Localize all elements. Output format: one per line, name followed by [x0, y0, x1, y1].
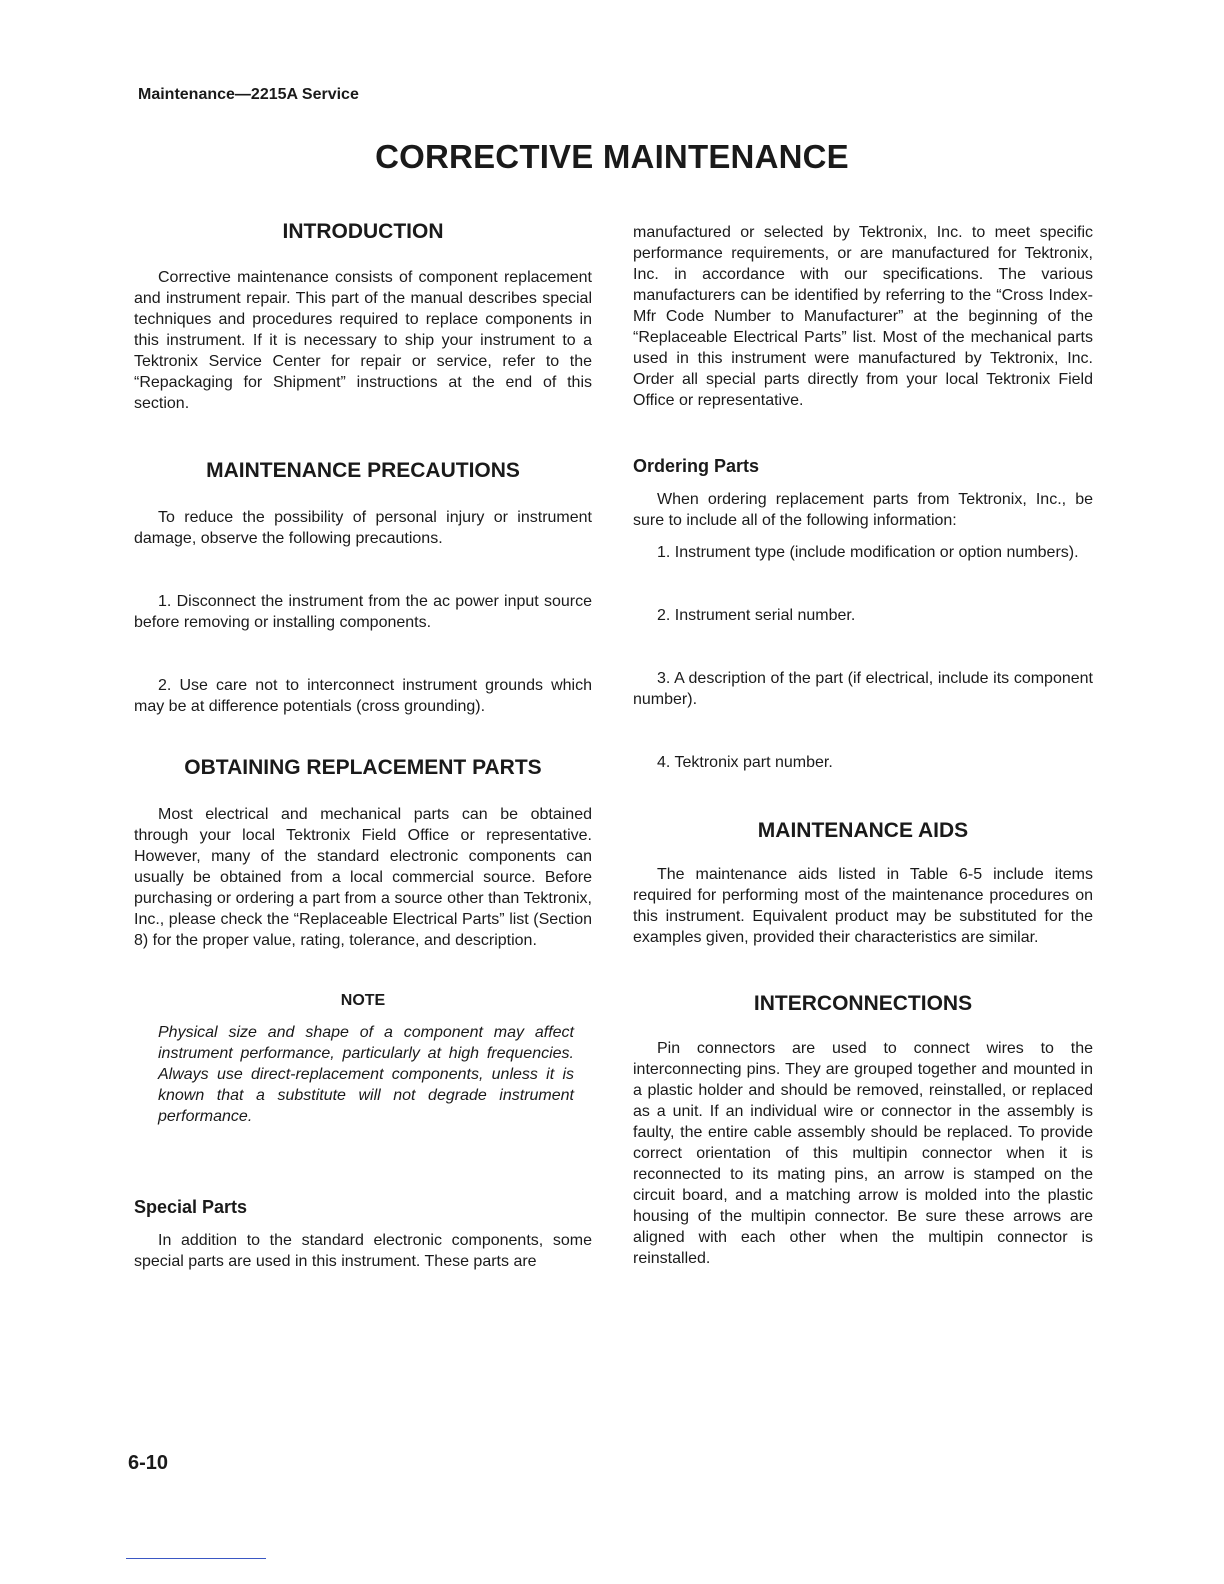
- note-text: Physical size and shape of a component may affect instrument performance, particularly at high frequencies. Always use direct-replacement components, unless it is known that a substitute will not degrade instrument performance.: [158, 1024, 574, 1125]
- note-label: NOTE: [340, 992, 386, 1009]
- interconnections-body: Pin connectors are used to connect wires to the interconnecting pins. They are grouped together and mounted in a plastic holder and should be removed, reinstalled, or replaced as a unit. If an individual wire or connector in the assembly is faulty, the entire cable assembly should be replaced. To provide correct orientation of this multipin connector when it is reconnected to its mating pins, an arrow is stamped on the circuit board, and a matching arrow is molded into the plastic housing of the multipin connector. Be sure these arrows are aligned with each other when the multipin connector is reinstalled.: [633, 1040, 1093, 1267]
- page-title: CORRECTIVE MAINTENANCE: [375, 138, 849, 175]
- ordering-parts-intro: When ordering replacement parts from Tektronix, Inc., be sure to include all of the following information:: [633, 491, 1093, 529]
- ordering-item-4: 4. Tektronix part number.: [657, 754, 833, 771]
- interconnections-heading: INTERCONNECTIONS: [753, 992, 973, 1015]
- special-parts-body: In addition to the standard electronic components, some special parts are used in this instrument. These parts are: [134, 1232, 592, 1270]
- ordering-item-1: 1. Instrument type (include modification or option numbers).: [657, 544, 1079, 561]
- right-column: [633, 222, 1093, 1269]
- maintenance-aids-heading: MAINTENANCE AIDS: [757, 819, 969, 842]
- replacement-parts-body: Most electrical and mechanical parts can be obtained through your local Tektronix Field Office or representative. However, many of the standard electronic components can usually be obtained from a local commercial source. Before purchasing or ordering a part from a source other than Tektronix, Inc., please check the “Replaceable Electrical Parts” list (Section 8) for the proper value, rating, tolerance, and description.: [134, 806, 592, 949]
- special-parts-continuation: manufactured or selected by Tektronix, Inc. to meet specific performance requirements, or are manufactured for Tektronix, Inc. in accordance with our specifications. The various manufacturers can be identified by referring to the “Cross Index-Mfr Code Number to Manufacturer” at the beginning of the “Replaceable Electrical Parts” list. Most of the mechanical parts used in this instrument were manufactured by Tektronix, Inc. Order all special parts directly from your local Tektronix Field Office or representative.: [633, 224, 1093, 409]
- precautions-intro: To reduce the possibility of personal injury or instrument damage, observe the following precautions.: [134, 509, 592, 547]
- precaution-item-1: 1. Disconnect the instrument from the ac power input source before removing or installing components.: [134, 593, 592, 631]
- ordering-item-2: 2. Instrument serial number.: [657, 607, 856, 624]
- introduction-heading: INTRODUCTION: [282, 220, 444, 243]
- ordering-parts-heading: Ordering Parts: [633, 456, 760, 476]
- precautions-heading: MAINTENANCE PRECAUTIONS: [206, 459, 520, 482]
- precaution-item-2: 2. Use care not to interconnect instrument grounds which may be at difference potentials (cross grounding).: [134, 677, 592, 715]
- footer-rule: [126, 1558, 266, 1559]
- ordering-item-3: 3. A description of the part (if electrical, include its component number).: [633, 670, 1093, 708]
- maintenance-aids-body: The maintenance aids listed in Table 6-5 include items required for performing most of the maintenance procedures on this instrument. Equivalent product may be substituted for the examples given, provided their characteristics are similar.: [633, 866, 1093, 946]
- special-parts-heading: Special Parts: [134, 1197, 248, 1217]
- introduction-body: Corrective maintenance consists of component replacement and instrument repair. This part of the manual describes special techniques and procedures required to replace components in this instrument. If it is necessary to ship your instrument to a Tektronix Service Center for repair or service, refer to the “Repackaging for Shipment” instructions at the end of this section.: [134, 269, 592, 412]
- replacement-parts-heading: OBTAINING REPLACEMENT PARTS: [184, 756, 542, 779]
- left-column: [134, 220, 592, 1272]
- page-number: 6-10: [128, 1452, 169, 1474]
- running-head: Maintenance—2215A Service: [138, 86, 359, 103]
